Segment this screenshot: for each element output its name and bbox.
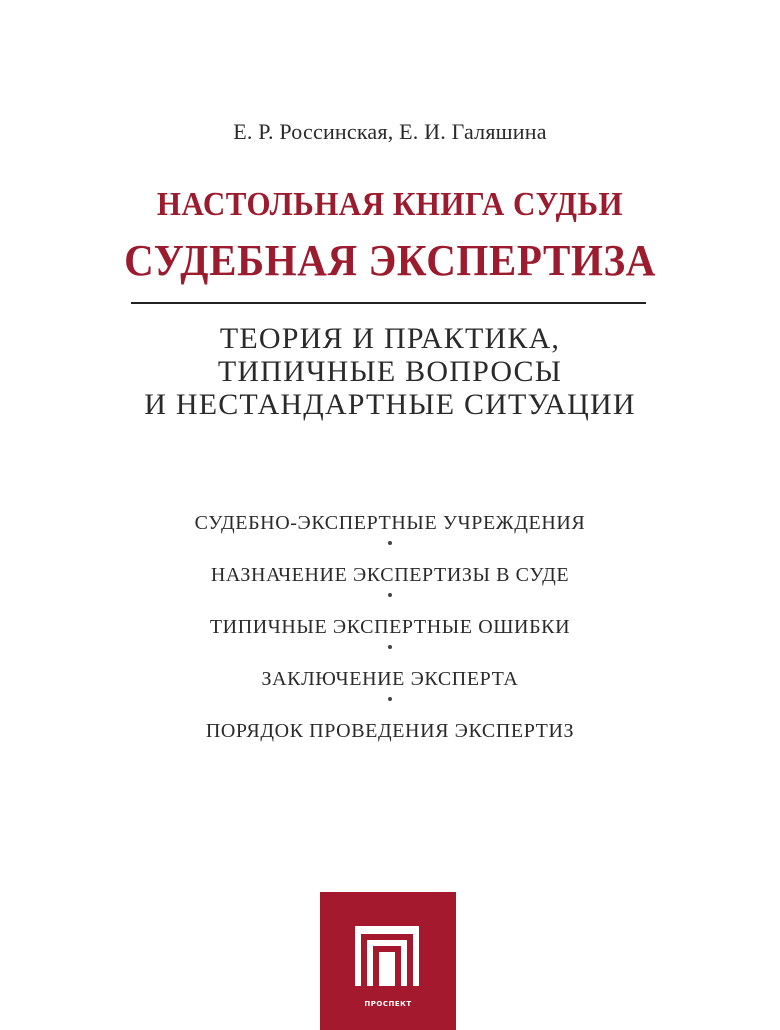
subtitle bbox=[0, 322, 780, 421]
publisher-logo-icon bbox=[355, 926, 419, 986]
topics-list bbox=[0, 507, 780, 747]
bullet-separator bbox=[0, 695, 780, 715]
authors: Е. Р. Россинская, Е. И. Галяшина bbox=[233, 119, 547, 144]
subtitle-line: ТЕОРИЯ И ПРАКТИКА, bbox=[219, 322, 561, 355]
main-title: СУДЕБНАЯ ЭКСПЕРТИЗА bbox=[124, 235, 656, 285]
bullet-separator bbox=[0, 539, 780, 559]
publisher-block bbox=[320, 892, 456, 1030]
publisher-name: ПРОСПЕКТ bbox=[364, 1000, 412, 1008]
series-title: НАСТОЛЬНАЯ КНИГА СУДЬИ bbox=[156, 184, 624, 223]
topic-item: ЗАКЛЮЧЕНИЕ ЭКСПЕРТА bbox=[261, 668, 519, 690]
topic-item: НАЗНАЧЕНИЕ ЭКСПЕРТИЗЫ В СУДЕ bbox=[210, 564, 570, 586]
title-divider bbox=[131, 302, 646, 304]
topic-item: ПОРЯДОК ПРОВЕДЕНИЯ ЭКСПЕРТИЗ bbox=[205, 720, 575, 742]
bullet-separator bbox=[0, 591, 780, 611]
bullet-separator bbox=[0, 643, 780, 663]
subtitle-line: ТИПИЧНЫЕ ВОПРОСЫ bbox=[217, 355, 563, 388]
subtitle-line: И НЕСТАНДАРТНЫЕ СИТУАЦИИ bbox=[144, 388, 636, 421]
topic-item: СУДЕБНО-ЭКСПЕРТНЫЕ УЧРЕЖДЕНИЯ bbox=[194, 512, 586, 534]
topic-item: ТИПИЧНЫЕ ЭКСПЕРТНЫЕ ОШИБКИ bbox=[209, 616, 571, 638]
